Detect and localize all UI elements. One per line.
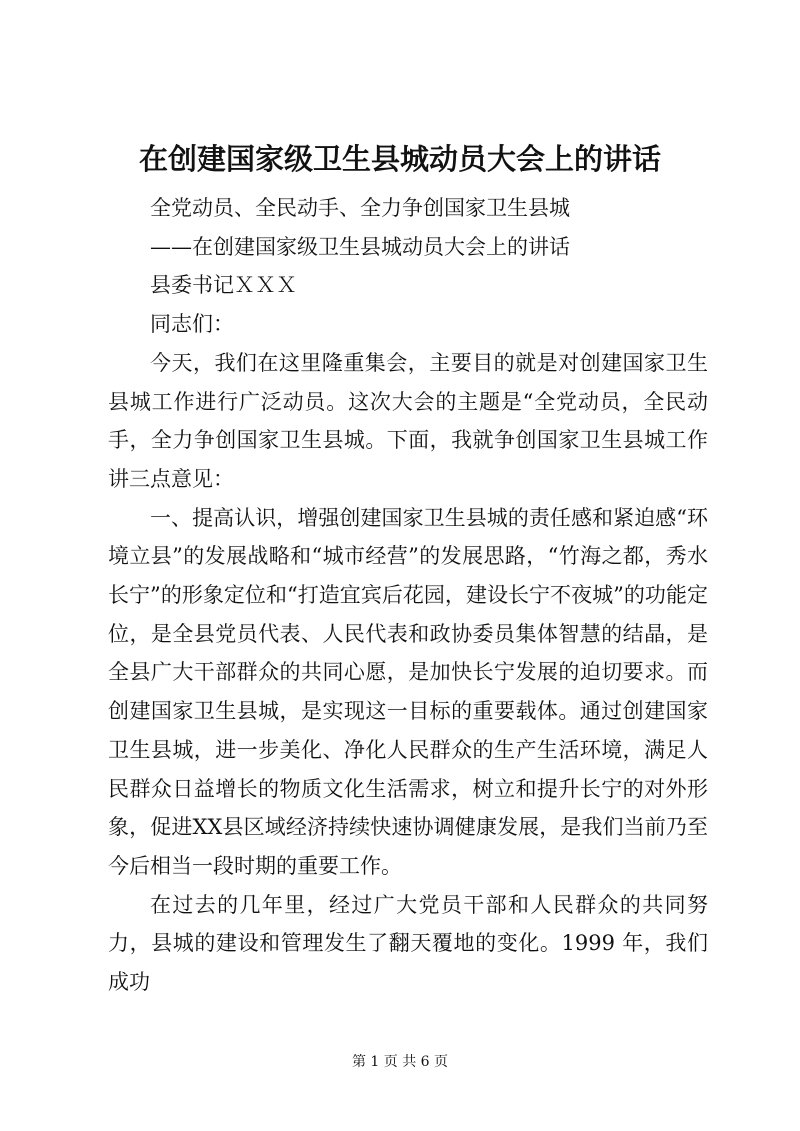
paragraph-intro: 今天，我们在这里隆重集会，主要目的就是对创建国家卫生县城工作进行广泛动员。这次大会的主题是“全党动员，全民动手，全力争创国家卫生县城。下面，我就争创国家卫生县城工作讲三点意见： [108, 350, 708, 491]
subtitle: 全党动员、全民动手、全力争创国家卫生县城 [150, 196, 570, 220]
paragraph-past-years: 在过去的几年里，经过广大党员干部和人民群众的共同努力，县城的建设和管理发生了翻天覆地的变化。1999 年，我们成功 [108, 892, 708, 995]
document-title: 在创建国家级卫生县城动员大会上的讲话 [138, 142, 661, 176]
author-line: 县委书记ＸＸＸ [150, 273, 297, 298]
salutation: 同志们： [150, 312, 234, 337]
paragraph-section-one: 一、提高认识，增强创建国家卫生县城的责任感和紧迫感“环境立县”的发展战略和“城市经营”的发展思路，“竹海之都，秀水长宁”的形象定位和“打造宜宾后花园，建设长宁不夜城”的功能定位，是全县党员代表、人民代表和政协委员集体智慧的结晶，是全县广大干部群众的共同心愿，是加快长宁发展的迫切要求。而创建国家卫生县城，是实现这一目标的重要载体。通过创建国家卫生县城，进一步美化、净化人民群众的生产生活环境，满足人民群众日益增长的物质文化生活需求，树立和提升长宁的对外形象，促进XX县区域经济持续快速协调健康发展，是我们当前乃至今后相当一段时期的重要工作。 [108, 505, 708, 878]
document-body [108, 189, 708, 1002]
subtitle-secondary: ——在创建国家级卫生县城动员大会上的讲话 [150, 234, 570, 259]
page-footer: 第 1 页 共 6 页 [351, 1054, 449, 1070]
